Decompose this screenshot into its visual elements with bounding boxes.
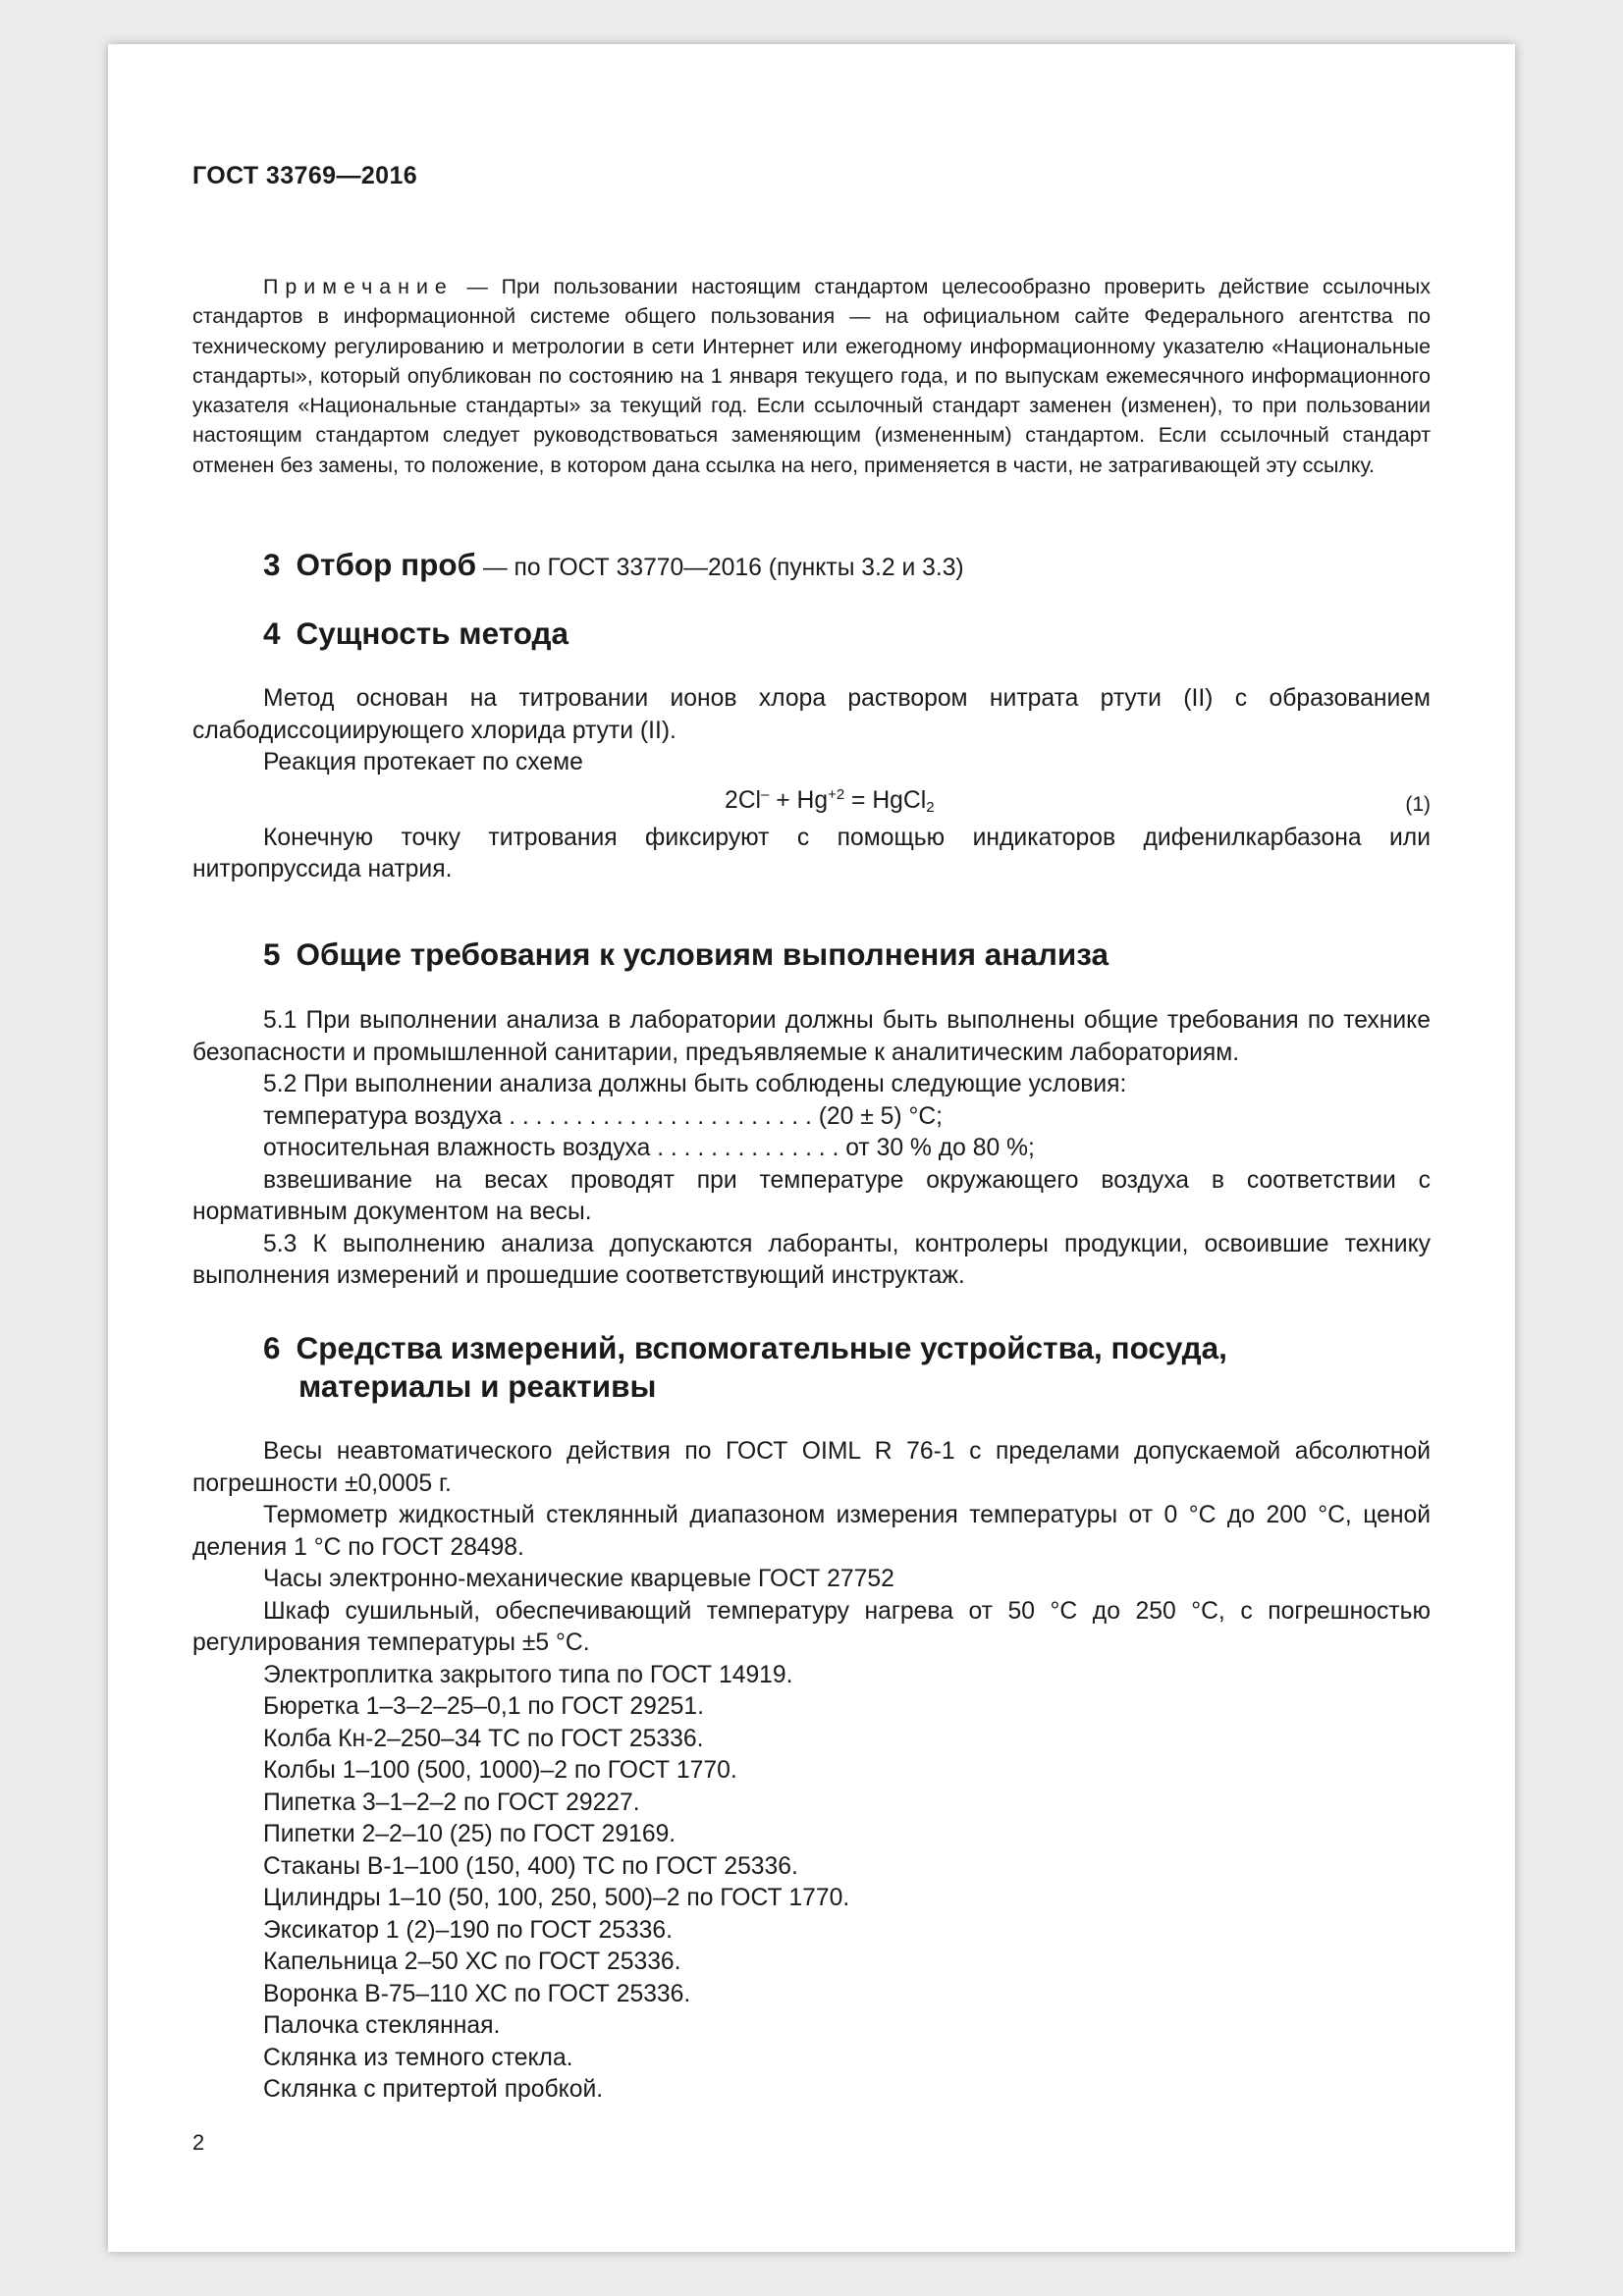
- section-5-heading: [263, 935, 1109, 974]
- list-item: Электроплитка закрытого типа по ГОСТ 14919.: [263, 1661, 793, 1688]
- section-number: 6: [263, 1330, 281, 1365]
- paragraph: Шкаф сушильный, обеспечивающий температуру нагрева от 50 °С до 250 °С, с погрешностью регулирования температуры ±5 °С.: [192, 1597, 1431, 1656]
- list-item: Палочка стеклянная.: [263, 2012, 501, 2039]
- note-paragraph: [192, 272, 1431, 480]
- section-6-heading: [263, 1329, 1227, 1406]
- section-title-line-1: Средства измерений, вспомогательные устройства, посуда,: [296, 1330, 1227, 1365]
- formula-term: + Hg: [769, 786, 829, 814]
- list-item: Пипетка 3–1–2–2 по ГОСТ 29227.: [263, 1789, 640, 1816]
- condition-humidity: относительная влажность воздуха . . . . . . . . . . . . . . от 30 % до 80 %;: [263, 1135, 1035, 1161]
- formula-expression: [725, 785, 935, 818]
- section-title-line-2: материалы и реактивы: [298, 1368, 657, 1404]
- section-number: 4: [263, 615, 281, 651]
- list-item: Склянка из темного стекла.: [263, 2044, 573, 2071]
- formula-number: (1): [1405, 792, 1431, 816]
- list-item: Эксикатор 1 (2)–190 по ГОСТ 25336.: [263, 1916, 673, 1944]
- paragraph: Конечную точку титрования фиксируют с помощью индикаторов дифенилкарбазона или нитропруссида натрия.: [192, 824, 1431, 882]
- formula-term: = HgCl: [844, 786, 927, 814]
- document-page: [108, 44, 1515, 2252]
- condition-temperature: температура воздуха . . . . . . . . . . . . . . . . . . . . . . . (20 ± 5) °С;: [263, 1102, 944, 1130]
- document-code-header: ГОСТ 33769—2016: [192, 162, 418, 189]
- note-text: — При пользовании настоящим стандартом целесообразно проверить действие ссылочных стандартов в информационной системе общего пользования — на официальном сайте Федерального агентства по техническому регулированию и метрологии в сети Интернет или ежегодному информационному указателю «Национальные стандарты», который опубликован по состоянию на 1 января текущего года, и по выпускам ежемесячного информационного указателя «Национальные стандарты» за текущий год. Если ссылочный стандарт заменен (изменен), то при пользовании настоящим стандартом следует руководствоваться заменяющим (измененным) стандартом. Если ссылочный стандарт отменен без замены, то положение, в котором дана ссылка на него, применяется в части, не затрагивающей эту ссылку.: [192, 275, 1431, 477]
- section-title: Общие требования к условиям выполнения анализа: [296, 936, 1109, 972]
- paragraph: Термометр жидкостный стеклянный диапазоном измерения температуры от 0 °С до 200 °С, ценой деления 1 °С по ГОСТ 28498.: [192, 1502, 1431, 1561]
- list-item: Склянка с притертой пробкой.: [263, 2076, 604, 2103]
- formula-superscript: –: [761, 785, 770, 803]
- formula-subscript: 2: [926, 798, 935, 816]
- paragraph: Часы электронно-механические кварцевые ГОСТ 27752: [263, 1566, 894, 1592]
- section-3-heading: [263, 546, 964, 587]
- note-label: Примечание: [263, 275, 454, 298]
- list-item: Бюретка 1–3–2–25–0,1 по ГОСТ 29251.: [263, 1693, 704, 1720]
- reaction-formula: [192, 779, 1431, 823]
- clause-5-2: 5.2 При выполнении анализа должны быть соблюдены следующие условия:: [263, 1071, 1127, 1097]
- paragraph: Весы неавтоматического действия по ГОСТ OIML R 76-1 с пределами допускаемой абсолютной погрешности ±0,0005 г.: [192, 1438, 1431, 1497]
- formula-term: 2Cl: [725, 786, 762, 814]
- list-item: Стаканы В-1–100 (150, 400) ТС по ГОСТ 25336.: [263, 1852, 798, 1880]
- clause-5-3: 5.3 К выполнению анализа допускаются лаборанты, контролеры продукции, освоившие технику выполнения измерений и прошедшие соответствующий инструктаж.: [192, 1230, 1431, 1289]
- section-title: Отбор проб: [296, 547, 477, 582]
- list-item: Пипетки 2–2–10 (25) по ГОСТ 29169.: [263, 1821, 676, 1847]
- section-5-body: [192, 1005, 1431, 1293]
- list-item: Цилиндры 1–10 (50, 100, 250, 500)–2 по ГОСТ 1770.: [263, 1885, 850, 1911]
- section-number: 3: [263, 547, 281, 582]
- section-6-body: [192, 1436, 1431, 2107]
- list-item: Воронка В-75–110 ХС по ГОСТ 25336.: [263, 1980, 691, 2007]
- clause-5-1: 5.1 При выполнении анализа в лаборатории должны быть выполнены общие требования по технике безопасности и промышленной санитарии, предъявляемые к аналитическим лабораториям.: [192, 1007, 1431, 1066]
- section-title: Сущность метода: [296, 615, 569, 651]
- section-4-heading: [263, 614, 568, 653]
- section-reference: — по ГОСТ 33770—2016 (пункты 3.2 и 3.3): [476, 555, 964, 581]
- list-item: Капельница 2–50 ХС по ГОСТ 25336.: [263, 1949, 681, 1975]
- paragraph: Реакция протекает по схеме: [263, 749, 583, 775]
- paragraph: взвешивание на весах проводят при температуре окружающего воздуха в соответствии с нормативным документом на весы.: [192, 1166, 1431, 1225]
- page-number: 2: [192, 2130, 205, 2155]
- list-item: Колбы 1–100 (500, 1000)–2 по ГОСТ 1770.: [263, 1757, 737, 1784]
- formula-superscript: +2: [828, 785, 845, 803]
- section-4-body: [192, 683, 1431, 886]
- section-number: 5: [263, 936, 281, 972]
- paragraph: Метод основан на титровании ионов хлора раствором нитрата ртути (II) с образованием слабодиссоциирующего хлорида ртути (II).: [192, 685, 1431, 744]
- list-item: Колба Кн-2–250–34 ТС по ГОСТ 25336.: [263, 1725, 704, 1752]
